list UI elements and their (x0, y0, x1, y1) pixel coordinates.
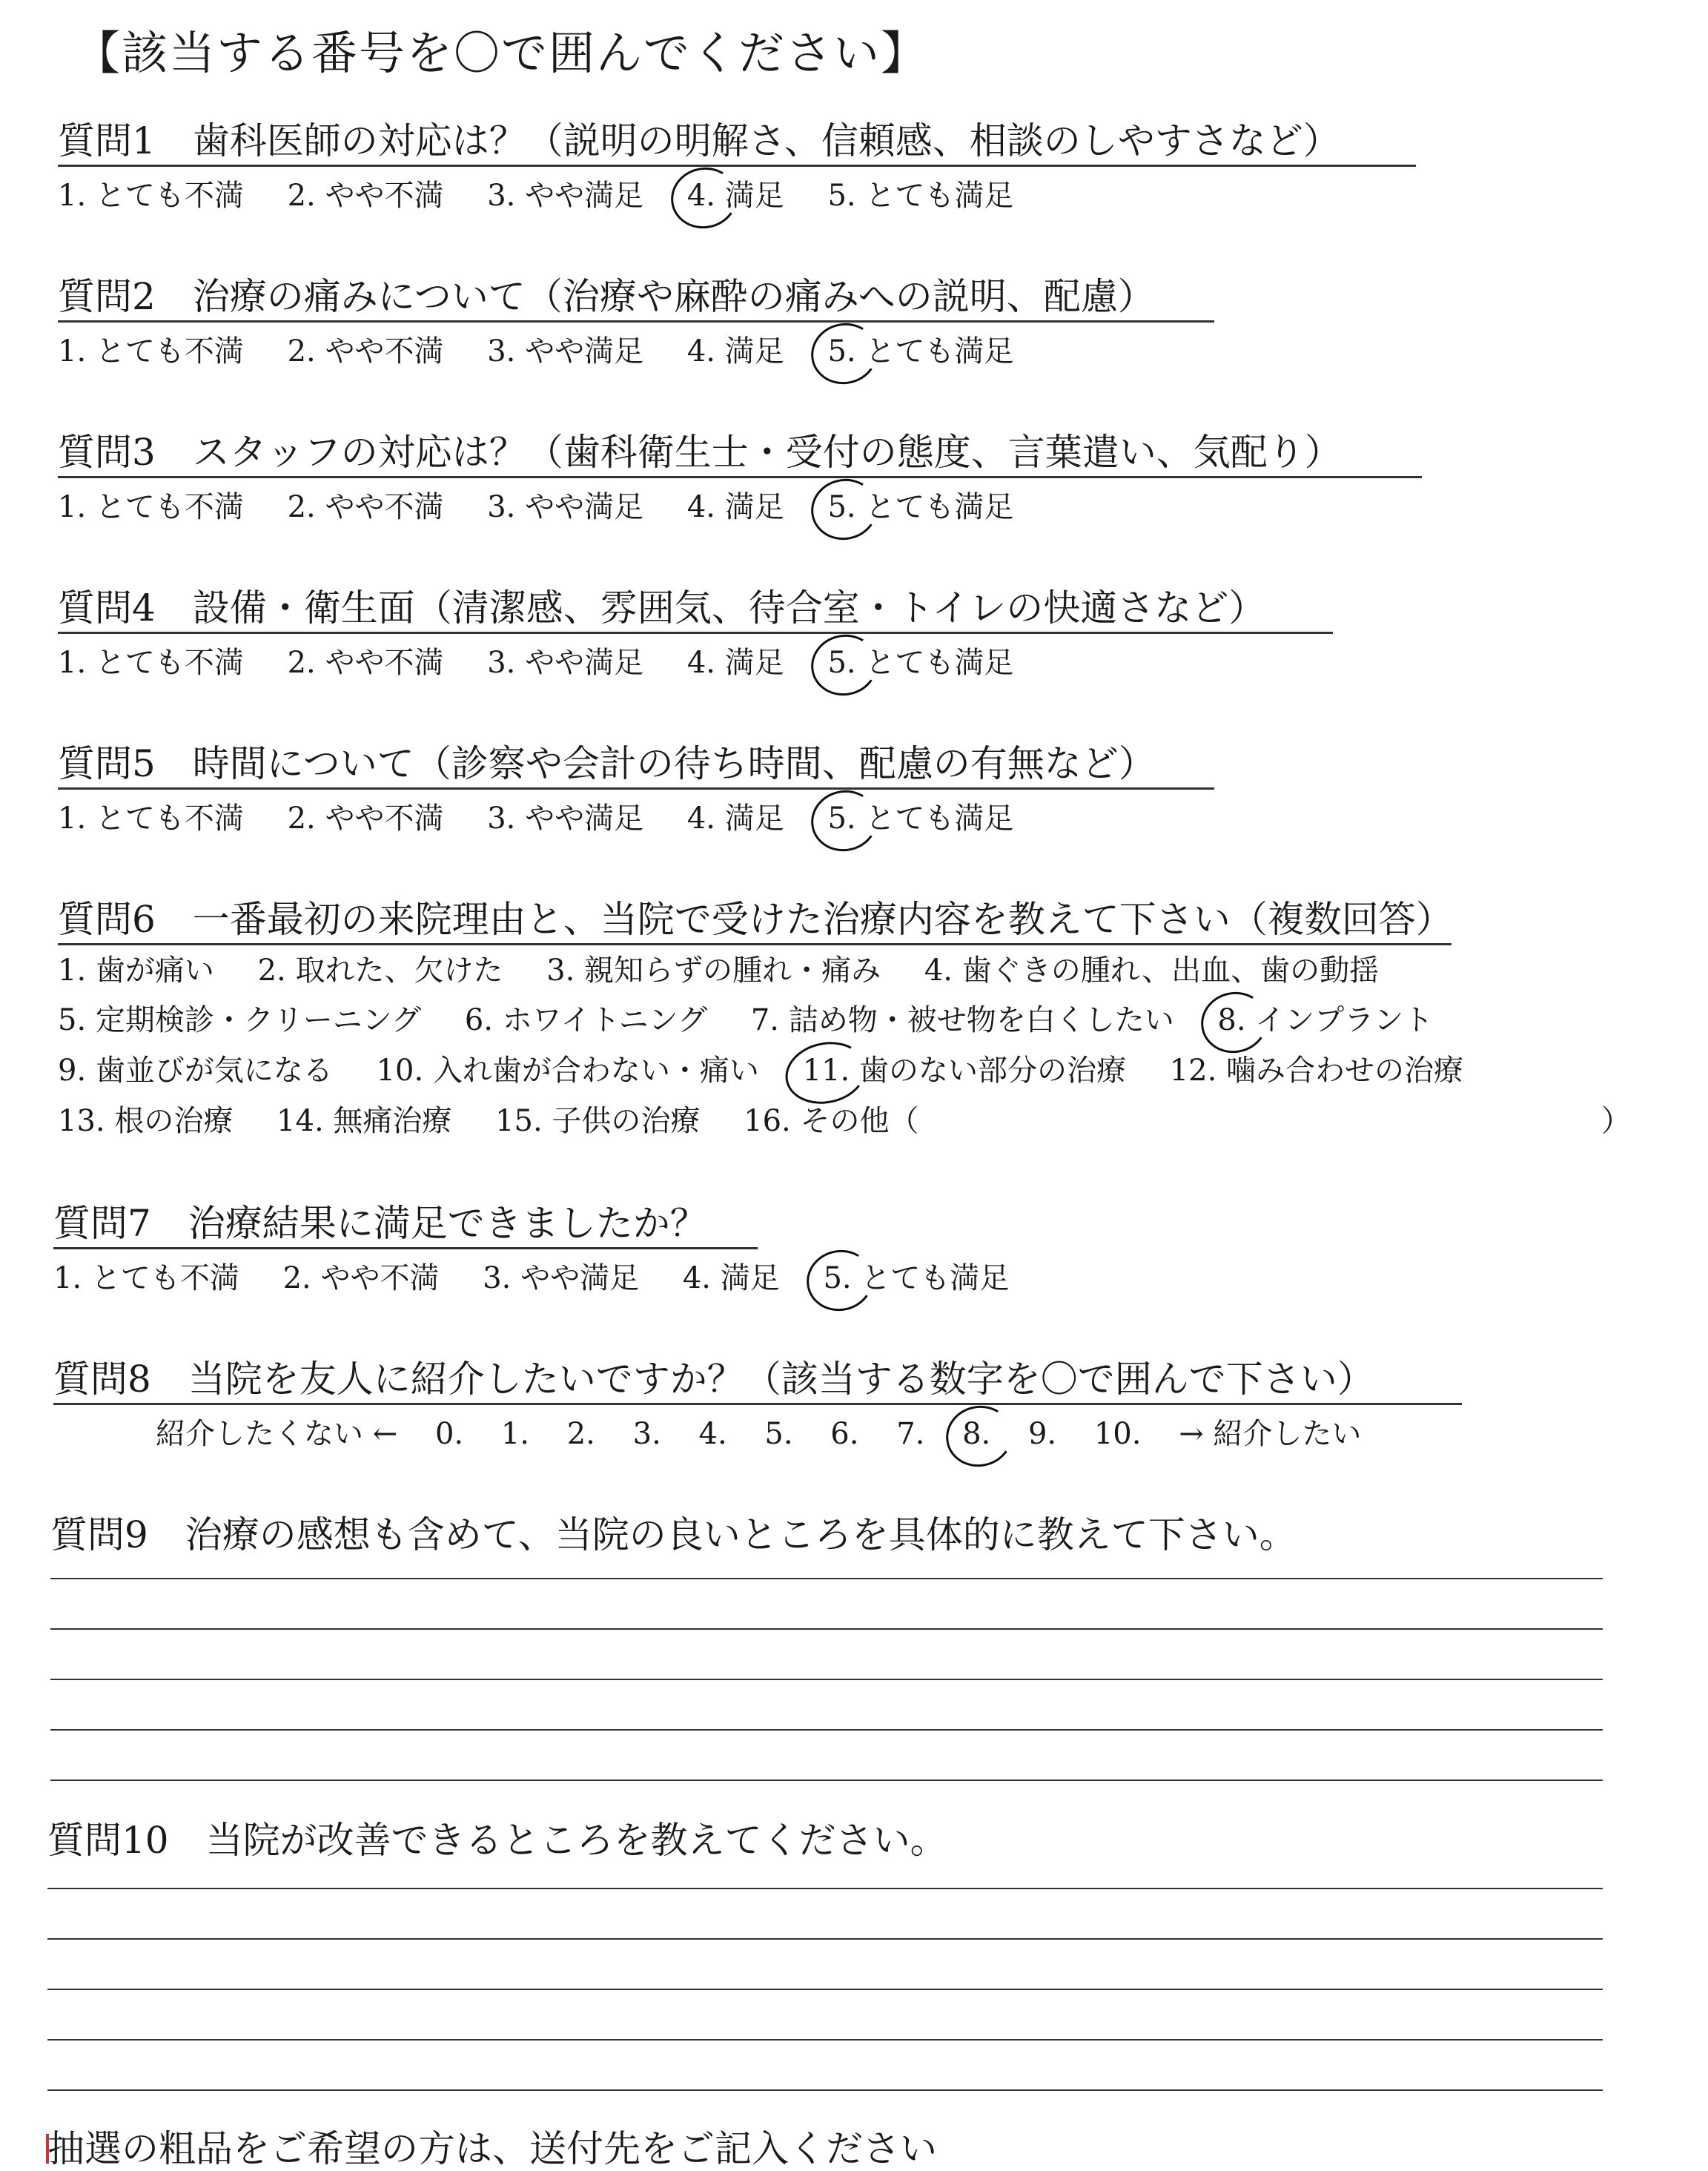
q7-option-3[interactable]: 3. やや満足 (483, 1261, 640, 1295)
question-7-options (53, 1260, 1043, 1296)
q10-answer-line-2[interactable] (47, 1938, 1603, 1940)
question-6-row-1 (58, 953, 1413, 988)
q3-option-1[interactable]: 1. とても不満 (58, 490, 244, 524)
q8-score-1[interactable]: 1. (500, 1417, 530, 1451)
q6-option-10[interactable]: 10. 入れ歯が合わない・痛い (376, 1054, 759, 1088)
q6-option-12[interactable]: 12. 噛み合わせの治療 (1169, 1054, 1464, 1088)
q6-option-16[interactable]: 16. その他（ (744, 1104, 919, 1138)
q8-score-7[interactable]: 7. (896, 1417, 925, 1451)
q9-answer-line-3[interactable] (50, 1679, 1603, 1680)
q6-option-11[interactable]: 11. 歯のない部分の治療 (803, 1053, 1126, 1088)
q3-option-4[interactable]: 4. 満足 (686, 490, 784, 524)
q6-option-14[interactable]: 14. 無痛治療 (277, 1104, 452, 1138)
q8-score-9[interactable]: 9. (1027, 1417, 1057, 1451)
form-instruction: 【該当する番号を〇で囲んでください】 (74, 26, 929, 80)
question-4-options (58, 645, 1047, 681)
q6-option-2[interactable]: 2. 取れた、欠けた (257, 954, 503, 988)
q6-option-7[interactable]: 7. 詰め物・被せ物を白くしたい (750, 1003, 1174, 1037)
q2-option-2[interactable]: 2. やや不満 (287, 334, 444, 369)
q8-score-0[interactable]: 0. (434, 1417, 464, 1451)
q2-option-5[interactable]: 5. とても満足 (827, 334, 1013, 369)
q6-option-13[interactable]: 13. 根の治療 (58, 1104, 234, 1138)
question-3-title: 質問3 スタッフの対応は？（歯科衛生士・受付の態度、言葉遣い、気配り） (58, 430, 1422, 478)
prize-request-text: 抽選の粗品をご希望の方は、送付先をご記入ください (47, 2127, 937, 2170)
question-7-title: 質問7 治療結果に満足できましたか？ (53, 1201, 758, 1249)
q10-answer-line-5[interactable] (47, 2089, 1603, 2091)
question-5-title: 質問5 時間について（診察や会計の待ち時間、配慮の有無など） (58, 741, 1214, 790)
q5-option-1[interactable]: 1. とても不満 (58, 802, 244, 836)
q4-option-5[interactable]: 5. とても満足 (827, 645, 1013, 681)
q10-answer-line-4[interactable] (47, 2039, 1603, 2041)
q1-option-3[interactable]: 3. やや満足 (487, 179, 644, 213)
question-4-title: 質問4 設備・衛生面（清潔感、雰囲気、待合室・トイレの快適さなど） (58, 586, 1333, 634)
question-8-scale (156, 1416, 1389, 1452)
q7-option-5[interactable]: 5. とても満足 (823, 1260, 1009, 1296)
q4-option-4[interactable]: 4. 満足 (686, 646, 784, 680)
q5-option-5[interactable]: 5. とても満足 (827, 801, 1013, 836)
q3-option-3[interactable]: 3. やや満足 (487, 490, 644, 524)
question-10-title: 質問10 当院が改善できるところを教えてください。 (47, 1819, 947, 1862)
q9-answer-line-5[interactable] (50, 1780, 1603, 1781)
question-6-row-3 (58, 1053, 1497, 1088)
q6-option-9[interactable]: 9. 歯並びが気になる (58, 1054, 333, 1088)
question-2-options (58, 334, 1047, 369)
q8-score-5[interactable]: 5. (764, 1417, 793, 1451)
q3-option-2[interactable]: 2. やや不満 (287, 490, 444, 524)
q3-option-5[interactable]: 5. とても満足 (827, 489, 1013, 525)
question-2-title: 質問2 治療の痛みについて（治療や麻酔の痛みへの説明、配慮） (58, 274, 1214, 323)
q2-option-1[interactable]: 1. とても不満 (58, 334, 244, 369)
q7-option-2[interactable]: 2. やや不満 (282, 1261, 440, 1295)
q5-option-4[interactable]: 4. 満足 (686, 802, 784, 836)
q4-option-1[interactable]: 1. とても不満 (58, 646, 244, 680)
question-8-title: 質問8 当院を友人に紹介したいですか？（該当する数字を〇で囲んで下さい） (53, 1357, 1462, 1405)
question-6-title: 質問6 一番最初の来院理由と、当院で受けた治療内容を教えて下さい（複数回答） (58, 897, 1452, 945)
q7-option-1[interactable]: 1. とても不満 (53, 1261, 239, 1295)
q9-answer-line-4[interactable] (50, 1729, 1603, 1731)
q5-option-2[interactable]: 2. やや不満 (287, 802, 444, 836)
q1-option-1[interactable]: 1. とても不満 (58, 179, 244, 213)
q2-option-4[interactable]: 4. 満足 (686, 334, 784, 369)
q8-right-label: → 紹介したい (1179, 1417, 1362, 1451)
q4-option-3[interactable]: 3. やや満足 (487, 646, 644, 680)
question-1-title: 質問1 歯科医師の対応は？（説明の明解さ、信頼感、相談のしやすさなど） (58, 119, 1416, 167)
q6-option-15[interactable]: 15. 子供の治療 (495, 1104, 701, 1138)
q10-answer-line-1[interactable] (47, 1888, 1603, 1889)
q6-option-3[interactable]: 3. 親知らずの腫れ・痛み (546, 954, 881, 988)
q8-score-8[interactable]: 8. (962, 1416, 990, 1452)
q6-other-close-paren: ） (1601, 1104, 1631, 1138)
question-6-row-4 (58, 1103, 953, 1139)
q6-option-4[interactable]: 4. 歯ぐきの腫れ、出血、歯の動揺 (924, 954, 1380, 988)
q6-option-5[interactable]: 5. 定期検診・クリーニング (58, 1003, 422, 1037)
q6-option-6[interactable]: 6. ホワイトニング (464, 1003, 708, 1037)
q8-score-6[interactable]: 6. (830, 1417, 859, 1451)
q1-option-4[interactable]: 4. 満足 (687, 178, 784, 214)
question-6-row-2 (58, 1002, 1467, 1038)
q8-left-label: 紹介したくない ← (156, 1417, 398, 1451)
q6-option-8[interactable]: 8. インプラント (1217, 1002, 1433, 1038)
question-5-options (58, 801, 1047, 836)
q10-answer-line-3[interactable] (47, 1989, 1603, 1990)
question-9-title: 質問9 治療の感想も含めて、当院の良いところを具体的に教えて下さい。 (50, 1513, 1297, 1556)
question-3-options (58, 489, 1047, 525)
q2-option-3[interactable]: 3. やや満足 (487, 334, 644, 369)
q6-option-1[interactable]: 1. 歯が痛い (58, 954, 214, 988)
q4-option-2[interactable]: 2. やや不満 (287, 646, 444, 680)
q8-score-3[interactable]: 3. (632, 1417, 661, 1451)
q8-score-2[interactable]: 2. (566, 1417, 595, 1451)
q8-score-10[interactable]: 10. (1093, 1417, 1142, 1451)
q1-option-2[interactable]: 2. やや不満 (287, 179, 444, 213)
q8-score-4[interactable]: 4. (698, 1417, 727, 1451)
q9-answer-line-2[interactable] (50, 1628, 1603, 1630)
q7-option-4[interactable]: 4. 満足 (682, 1261, 780, 1295)
q1-option-5[interactable]: 5. とても満足 (827, 179, 1014, 213)
q9-answer-line-1[interactable] (50, 1578, 1603, 1579)
question-1-options (58, 178, 1047, 214)
q5-option-3[interactable]: 3. やや満足 (487, 802, 644, 836)
